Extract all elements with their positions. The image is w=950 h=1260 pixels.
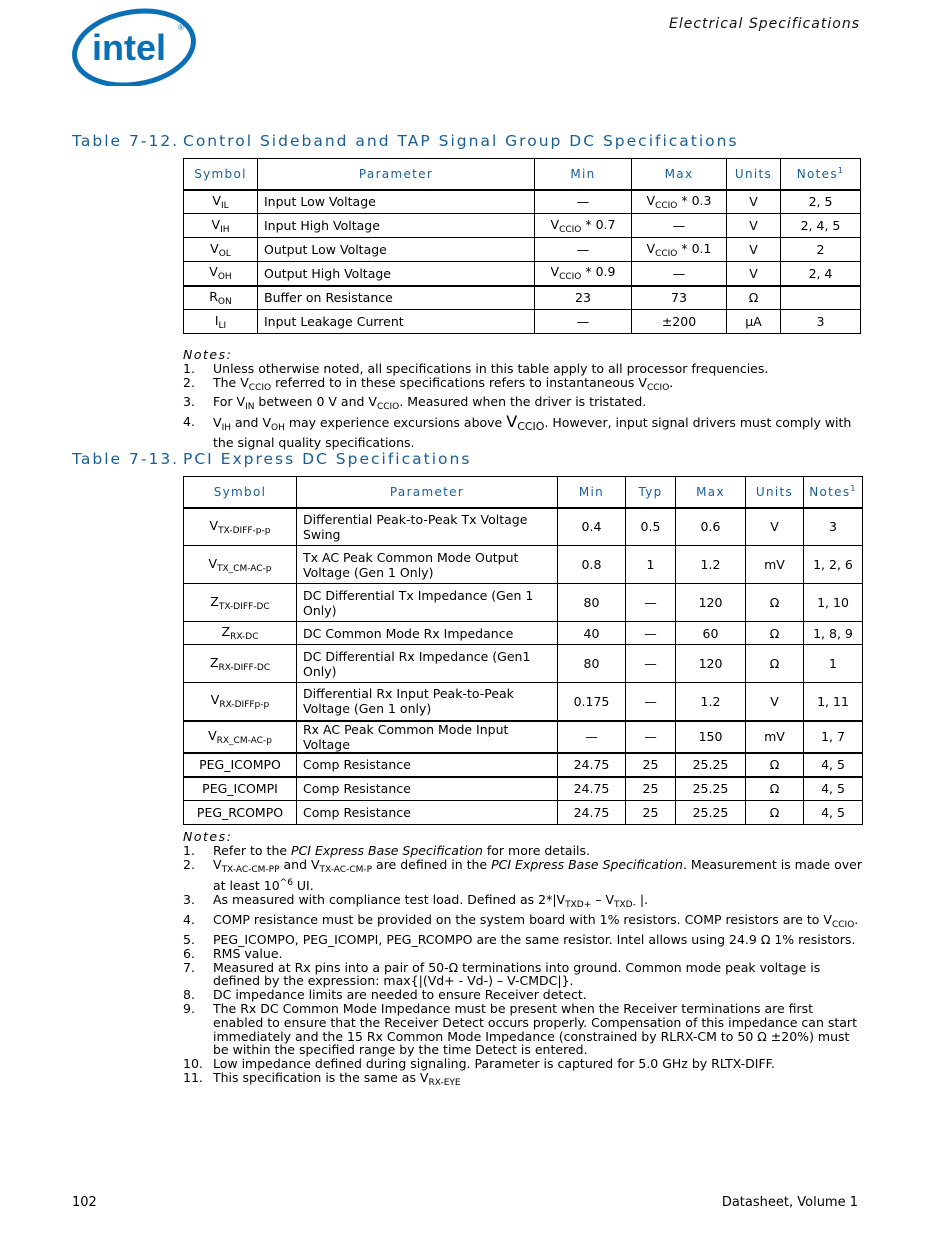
table1 [183, 158, 861, 334]
document-name: Datasheet, Volume 1 [721, 1195, 858, 1210]
parameter-cell: Comp Resistance [297, 753, 558, 777]
typ-cell: — [626, 645, 676, 683]
units-cell: V [746, 683, 804, 721]
symbol-cell: $V_{TX\_CM-AC-p}$ [184, 546, 297, 584]
note-item: 9. The Rx DC Common Mode Impedance must be present when the Receiver terminations are first enabled to ensure that the Receiver Detect occurs properly. Compensation of this impedance can start immediately and the 15 Rx Common Mode Impedance (constrained by RLRX-CM to 50 Ω ±20%) must be within the specified range by the time Detect is entered. [183, 1000, 857, 1058]
symbol-cell: $V_{RX-DIFFp-p}$ [184, 683, 297, 721]
page-number: 102 [72, 1195, 97, 1210]
max-cell: 0.6 [676, 508, 746, 546]
col-parameter: Parameter [297, 477, 558, 508]
note-item: 2. The $V_{CCIO}$ referred to in these specifications refers to instantaneous $V_{CCIO}$. [183, 374, 674, 393]
min-cell: 0.4 [558, 508, 626, 546]
units-cell: V [727, 190, 781, 214]
notes-cell: 1 [804, 645, 863, 683]
typ-cell: 1 [626, 546, 676, 584]
col-symbol: Symbol [184, 159, 258, 190]
table-row [184, 645, 863, 683]
col-notes: Notes$^1$ [781, 159, 861, 190]
notes-cell: 1, 7 [804, 721, 863, 753]
table-row [184, 508, 863, 546]
parameter-cell: Differential Rx Input Peak-to-Peak Voltage (Gen 1 only) [297, 683, 558, 721]
units-cell: Ω [727, 286, 781, 310]
typ-cell: 25 [626, 753, 676, 777]
table1-title: Control Sideband and TAP Signal Group DC Specifications [183, 132, 739, 150]
units-cell: V [727, 238, 781, 262]
table-row [184, 286, 861, 310]
table1-caption [72, 132, 739, 150]
units-cell: Ω [746, 801, 804, 825]
note-item: 6. RMS value. [183, 945, 283, 961]
typ-cell: 25 [626, 801, 676, 825]
table-row [184, 801, 863, 825]
symbol-cell: $V_{OH}$ [184, 262, 258, 286]
notes-label: Notes: [183, 829, 233, 844]
col-parameter: Parameter [258, 159, 535, 190]
min-cell: — [535, 310, 632, 334]
table-row [184, 721, 863, 753]
min-cell: 80 [558, 645, 626, 683]
symbol-cell: $I_{LI}$ [184, 310, 258, 334]
units-cell: V [746, 508, 804, 546]
parameter-cell: Rx AC Peak Common Mode Input Voltage [297, 721, 558, 753]
notes-cell: 2, 4, 5 [781, 214, 861, 238]
table-row [184, 584, 863, 622]
units-cell: V [727, 262, 781, 286]
min-cell: 0.175 [558, 683, 626, 721]
units-cell: V [727, 214, 781, 238]
logo-wordmark: intel [92, 27, 167, 68]
symbol-cell: $Z_{RX-DIFF-DC}$ [184, 645, 297, 683]
typ-cell: — [626, 721, 676, 753]
note-item: 3. For $V_{IN}$ between 0 V and $V_{CCIO}$. Measured when the driver is tristated. [183, 394, 647, 413]
max-cell: 120 [676, 645, 746, 683]
table2 [183, 476, 863, 825]
min-cell: 0.8 [558, 546, 626, 584]
note-item: 7. Measured at Rx pins into a pair of 50-Ω terminations into ground. Common mode peak voltage is defined by the expression: max{|(Vd+ - Vd-) – V-CMDC|}. [183, 959, 821, 989]
min-cell: — [558, 721, 626, 753]
table1-number: Table 7-12. [72, 132, 180, 150]
symbol-cell: PEG_RCOMPO [184, 801, 297, 825]
notes-cell: 3 [781, 310, 861, 334]
max-cell: 150 [676, 721, 746, 753]
max-cell: 60 [676, 622, 746, 645]
col-max: Max [632, 159, 727, 190]
units-cell: Ω [746, 777, 804, 801]
notes-label: Notes: [183, 347, 233, 362]
max-cell: $V_{CCIO} * 0.3$ [632, 190, 727, 214]
max-cell: — [632, 214, 727, 238]
note-item: 10. Low impedance defined during signaling. Parameter is captured for 5.0 GHz by RLTX-DIFF. [183, 1056, 775, 1072]
min-cell: 24.75 [558, 801, 626, 825]
col-units: Units [746, 477, 804, 508]
notes-cell: 1, 10 [804, 584, 863, 622]
notes-cell: 4, 5 [804, 777, 863, 801]
min-cell: $V_{CCIO} * 0.7$ [535, 214, 632, 238]
max-cell: 120 [676, 584, 746, 622]
notes-cell: 3 [804, 508, 863, 546]
symbol-cell: $R_{ON}$ [184, 286, 258, 310]
symbol-cell: PEG_ICOMPI [184, 777, 297, 801]
col-units: Units [727, 159, 781, 190]
notes-cell: 1, 8, 9 [804, 622, 863, 645]
units-cell: Ω [746, 622, 804, 645]
typ-cell: 25 [626, 777, 676, 801]
symbol-cell: $V_{RX\_CM-AC-p}$ [184, 721, 297, 753]
table2-notes [183, 830, 863, 1091]
col-min: Min [535, 159, 632, 190]
note-item: 2. $V_{TX-AC-CM-PP}$ and $V_{TX-AC-CM-P}$ are defined in the PCI Express Base Specification. Measurement is made over at least $10^{\^{}6}$ UI. [183, 856, 862, 894]
section-header: Electrical Specifications [669, 16, 860, 32]
note-item: 4. COMP resistance must be provided on the system board with 1% resistors. COMP resistors are to $V_{CCIO}$. [183, 912, 859, 931]
symbol-cell: $V_{IH}$ [184, 214, 258, 238]
parameter-cell: Differential Peak-to-Peak Tx Voltage Swing [297, 508, 558, 546]
units-cell: µA [727, 310, 781, 334]
max-cell: 25.25 [676, 753, 746, 777]
units-cell: Ω [746, 645, 804, 683]
parameter-cell: DC Differential Rx Impedance (Gen1 Only) [297, 645, 558, 683]
max-cell: 73 [632, 286, 727, 310]
col-symbol: Symbol [184, 477, 297, 508]
symbol-cell: $V_{IL}$ [184, 190, 258, 214]
table-row [184, 753, 863, 777]
table-row [184, 262, 861, 286]
table1-header-row [184, 159, 861, 190]
max-cell: $V_{CCIO} * 0.1$ [632, 238, 727, 262]
table-row [184, 777, 863, 801]
max-cell: 25.25 [676, 801, 746, 825]
parameter-cell: Buffer on Resistance [258, 286, 535, 310]
intel-logo [72, 6, 198, 86]
min-cell: 23 [535, 286, 632, 310]
table2-caption [72, 450, 471, 468]
col-typ: Typ [626, 477, 676, 508]
max-cell: 25.25 [676, 777, 746, 801]
parameter-cell: DC Differential Tx Impedance (Gen 1 Only) [297, 584, 558, 622]
table-row [184, 310, 861, 334]
symbol-cell: $V_{TX-DIFF-p-p}$ [184, 508, 297, 546]
parameter-cell: DC Common Mode Rx Impedance [297, 622, 558, 645]
symbol-cell: $V_{OL}$ [184, 238, 258, 262]
svg-text:®: ® [178, 23, 184, 32]
parameter-cell: Output High Voltage [258, 262, 535, 286]
col-notes: Notes$^1$ [804, 477, 863, 508]
notes-cell: 2 [781, 238, 861, 262]
min-cell: — [535, 190, 632, 214]
parameter-cell: Output Low Voltage [258, 238, 535, 262]
min-cell: 24.75 [558, 777, 626, 801]
table-row [184, 214, 861, 238]
note-item: 11. This specification is the same as $V_{RX-EYE}$ [183, 1069, 461, 1088]
col-min: Min [558, 477, 626, 508]
note-item: 1. Refer to the PCI Express Base Specification for more details. [183, 842, 590, 858]
parameter-cell: Input Leakage Current [258, 310, 535, 334]
symbol-cell: PEG_ICOMPO [184, 753, 297, 777]
note-item: 5. PEG_ICOMPO, PEG_ICOMPI, PEG_RCOMPO are the same resistor. Intel allows using 24.9 Ω 1% resistors. [183, 931, 856, 947]
table2-title: PCI Express DC Specifications [183, 450, 472, 468]
note-item: 1. Unless otherwise noted, all specifications in this table apply to all processor frequencies. [183, 360, 769, 376]
typ-cell: 0.5 [626, 508, 676, 546]
typ-cell: — [626, 584, 676, 622]
note-item: 3. As measured with compliance test load. Defined as $2*|V_{TXD+} - V_{TXD-}$ |. [183, 892, 649, 911]
notes-cell: 2, 5 [781, 190, 861, 214]
max-cell: 1.2 [676, 546, 746, 584]
notes-cell [781, 286, 861, 310]
min-cell: 40 [558, 622, 626, 645]
col-max: Max [676, 477, 746, 508]
max-cell: — [632, 262, 727, 286]
notes-cell: 1, 11 [804, 683, 863, 721]
table-row [184, 190, 861, 214]
table2-number: Table 7-13. [72, 450, 180, 468]
table1-notes [183, 348, 863, 450]
note-item: 8. DC impedance limits are needed to ensure Receiver detect. [183, 987, 587, 1003]
typ-cell: — [626, 683, 676, 721]
notes-cell: 4, 5 [804, 753, 863, 777]
notes-cell: 2, 4 [781, 262, 861, 286]
notes-cell: 1, 2, 6 [804, 546, 863, 584]
symbol-cell: $Z_{TX-DIFF-DC}$ [184, 584, 297, 622]
max-cell: ±200 [632, 310, 727, 334]
min-cell: 80 [558, 584, 626, 622]
max-cell: 1.2 [676, 683, 746, 721]
parameter-cell: Input High Voltage [258, 214, 535, 238]
table2-header-row [184, 477, 863, 508]
units-cell: mV [746, 721, 804, 753]
table-row [184, 622, 863, 645]
parameter-cell: Tx AC Peak Common Mode Output Voltage (Gen 1 Only) [297, 546, 558, 584]
units-cell: Ω [746, 753, 804, 777]
min-cell: — [535, 238, 632, 262]
notes-cell: 4, 5 [804, 801, 863, 825]
table-row [184, 238, 861, 262]
note-item: 4. $V_{IH}$ and $V_{OH}$ may experience excursions above $V_{CCIO}$. However, input signal drivers must comply with the signal quality specifications. [183, 412, 852, 450]
typ-cell: — [626, 622, 676, 645]
table-row [184, 546, 863, 584]
parameter-cell: Comp Resistance [297, 801, 558, 825]
parameter-cell: Input Low Voltage [258, 190, 535, 214]
table-row [184, 683, 863, 721]
min-cell: $V_{CCIO} * 0.9$ [535, 262, 632, 286]
units-cell: Ω [746, 584, 804, 622]
parameter-cell: Comp Resistance [297, 777, 558, 801]
min-cell: 24.75 [558, 753, 626, 777]
units-cell: mV [746, 546, 804, 584]
symbol-cell: $Z_{RX-DC}$ [184, 622, 297, 645]
